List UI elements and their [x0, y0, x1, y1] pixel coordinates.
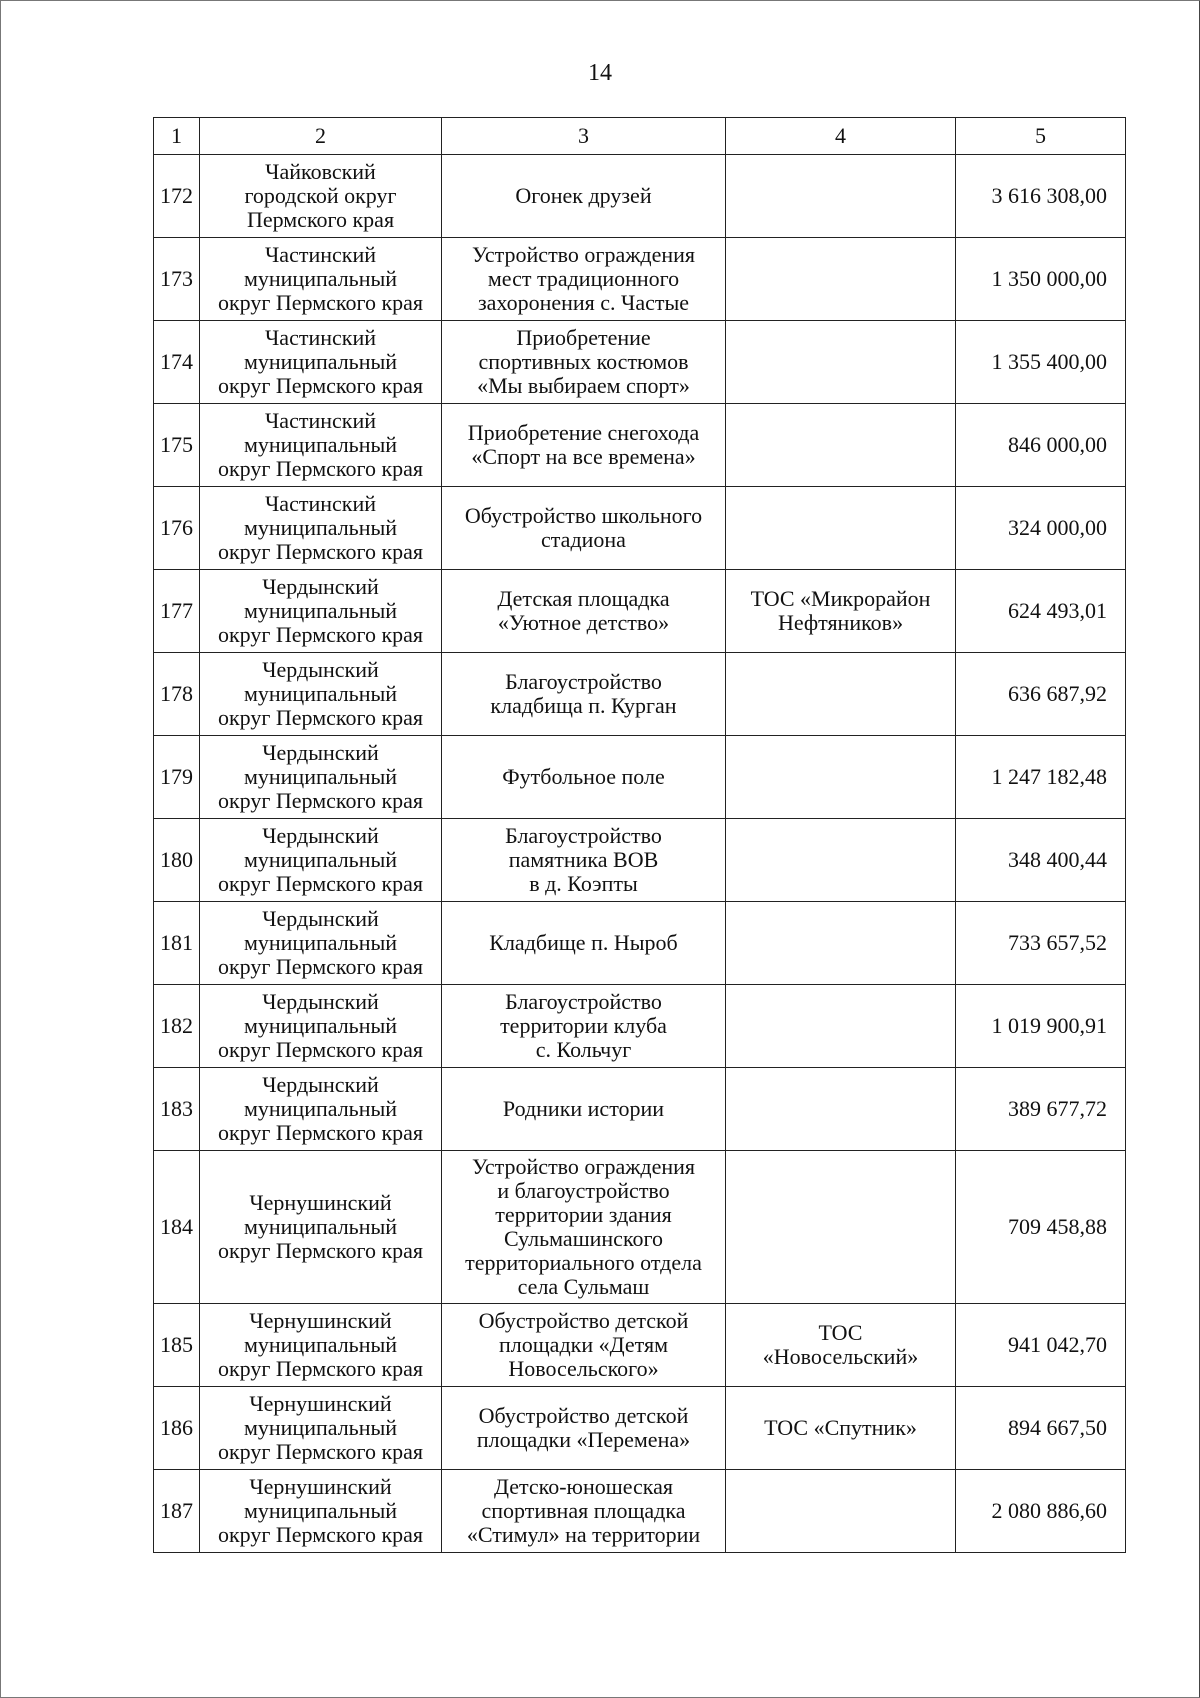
- project-cell: Приобретение спортивных костюмов «Мы выбираем спорт»: [442, 321, 726, 404]
- row-number: 172: [154, 155, 200, 238]
- project-cell: Обустройство детской площадки «Детям Новосельского»: [442, 1304, 726, 1387]
- row-number: 184: [154, 1151, 200, 1304]
- column-header-project: 3: [442, 118, 726, 155]
- amount-cell: 324 000,00: [956, 487, 1126, 570]
- district-cell: Чернушинский муниципальный округ Пермского края: [200, 1151, 442, 1304]
- tos-cell: [726, 1470, 956, 1553]
- district-cell: Чердынский муниципальный округ Пермского края: [200, 819, 442, 902]
- project-cell: Родники истории: [442, 1068, 726, 1151]
- amount-cell: 3 616 308,00: [956, 155, 1126, 238]
- column-header-tos: 4: [726, 118, 956, 155]
- tos-cell: [726, 487, 956, 570]
- table-row: [154, 653, 1126, 736]
- district-cell: Частинский муниципальный округ Пермского края: [200, 321, 442, 404]
- district-cell: Частинский муниципальный округ Пермского края: [200, 487, 442, 570]
- tos-cell: [726, 1151, 956, 1304]
- tos-cell: [726, 902, 956, 985]
- district-cell: Частинский муниципальный округ Пермского края: [200, 238, 442, 321]
- table-row: [154, 736, 1126, 819]
- tos-cell: ТОС «Новосельский»: [726, 1304, 956, 1387]
- project-cell: Благоустройство памятника ВОВ в д. Коэпты: [442, 819, 726, 902]
- district-cell: Чердынский муниципальный округ Пермского края: [200, 985, 442, 1068]
- amount-cell: 1 019 900,91: [956, 985, 1126, 1068]
- tos-cell: [726, 238, 956, 321]
- table-row: [154, 570, 1126, 653]
- table-row: [154, 1068, 1126, 1151]
- amount-cell: 1 350 000,00: [956, 238, 1126, 321]
- amount-cell: 709 458,88: [956, 1151, 1126, 1304]
- table-header-row: [154, 118, 1126, 155]
- row-number: 185: [154, 1304, 200, 1387]
- table-row: [154, 321, 1126, 404]
- tos-cell: [726, 1068, 956, 1151]
- project-cell: Обустройство детской площадки «Перемена»: [442, 1387, 726, 1470]
- amount-cell: 389 677,72: [956, 1068, 1126, 1151]
- tos-cell: [726, 985, 956, 1068]
- row-number: 178: [154, 653, 200, 736]
- table-row: [154, 1387, 1126, 1470]
- project-cell: Устройство ограждения мест традиционного захоронения с. Частые: [442, 238, 726, 321]
- table-row: [154, 238, 1126, 321]
- table-row: [154, 1151, 1126, 1304]
- project-cell: Футбольное поле: [442, 736, 726, 819]
- tos-cell: ТОС «Спутник»: [726, 1387, 956, 1470]
- amount-cell: 733 657,52: [956, 902, 1126, 985]
- amount-cell: 2 080 886,60: [956, 1470, 1126, 1553]
- table-row: [154, 985, 1126, 1068]
- project-cell: Детская площадка «Уютное детство»: [442, 570, 726, 653]
- row-number: 180: [154, 819, 200, 902]
- district-cell: Чердынский муниципальный округ Пермского края: [200, 736, 442, 819]
- table-row: [154, 1304, 1126, 1387]
- row-number: 175: [154, 404, 200, 487]
- row-number: 181: [154, 902, 200, 985]
- tos-cell: [726, 321, 956, 404]
- row-number: 182: [154, 985, 200, 1068]
- project-cell: Огонек друзей: [442, 155, 726, 238]
- amount-cell: 941 042,70: [956, 1304, 1126, 1387]
- tos-cell: [726, 653, 956, 736]
- project-cell: Приобретение снегохода «Спорт на все времена»: [442, 404, 726, 487]
- district-cell: Чернушинский муниципальный округ Пермского края: [200, 1304, 442, 1387]
- tos-cell: [726, 404, 956, 487]
- row-number: 183: [154, 1068, 200, 1151]
- table-row: [154, 487, 1126, 570]
- row-number: 176: [154, 487, 200, 570]
- project-cell: Благоустройство территории клуба с. Кольчуг: [442, 985, 726, 1068]
- table-row: [154, 819, 1126, 902]
- row-number: 174: [154, 321, 200, 404]
- project-cell: Кладбище п. Ныроб: [442, 902, 726, 985]
- amount-cell: 636 687,92: [956, 653, 1126, 736]
- column-header-amount: 5: [956, 118, 1126, 155]
- project-cell: Обустройство школьного стадиона: [442, 487, 726, 570]
- district-cell: Чердынский муниципальный округ Пермского края: [200, 1068, 442, 1151]
- row-number: 187: [154, 1470, 200, 1553]
- district-cell: Чердынский муниципальный округ Пермского края: [200, 902, 442, 985]
- tos-cell: ТОС «Микрорайон Нефтяников»: [726, 570, 956, 653]
- tos-cell: [726, 155, 956, 238]
- row-number: 186: [154, 1387, 200, 1470]
- row-number: 179: [154, 736, 200, 819]
- amount-cell: 624 493,01: [956, 570, 1126, 653]
- table-row: [154, 1470, 1126, 1553]
- table-row: [154, 902, 1126, 985]
- budget-table: [153, 117, 1126, 1553]
- amount-cell: 348 400,44: [956, 819, 1126, 902]
- column-header-district: 2: [200, 118, 442, 155]
- table-row: [154, 404, 1126, 487]
- project-cell: Устройство ограждения и благоустройство территории здания Сульмашинского территориального отдела села Сульмаш: [442, 1151, 726, 1304]
- amount-cell: 1 355 400,00: [956, 321, 1126, 404]
- tos-cell: [726, 736, 956, 819]
- row-number: 173: [154, 238, 200, 321]
- project-cell: Детско-юношеская спортивная площадка «Стимул» на территории: [442, 1470, 726, 1553]
- amount-cell: 894 667,50: [956, 1387, 1126, 1470]
- district-cell: Чердынский муниципальный округ Пермского края: [200, 570, 442, 653]
- district-cell: Чернушинский муниципальный округ Пермского края: [200, 1387, 442, 1470]
- row-number: 177: [154, 570, 200, 653]
- project-cell: Благоустройство кладбища п. Курган: [442, 653, 726, 736]
- district-cell: Чернушинский муниципальный округ Пермского края: [200, 1470, 442, 1553]
- amount-cell: 846 000,00: [956, 404, 1126, 487]
- district-cell: Чердынский муниципальный округ Пермского края: [200, 653, 442, 736]
- district-cell: Частинский муниципальный округ Пермского края: [200, 404, 442, 487]
- amount-cell: 1 247 182,48: [956, 736, 1126, 819]
- page-number: 14: [588, 60, 612, 86]
- district-cell: Чайковский городской округ Пермского края: [200, 155, 442, 238]
- column-header-number: 1: [154, 118, 200, 155]
- tos-cell: [726, 819, 956, 902]
- table-row: [154, 155, 1126, 238]
